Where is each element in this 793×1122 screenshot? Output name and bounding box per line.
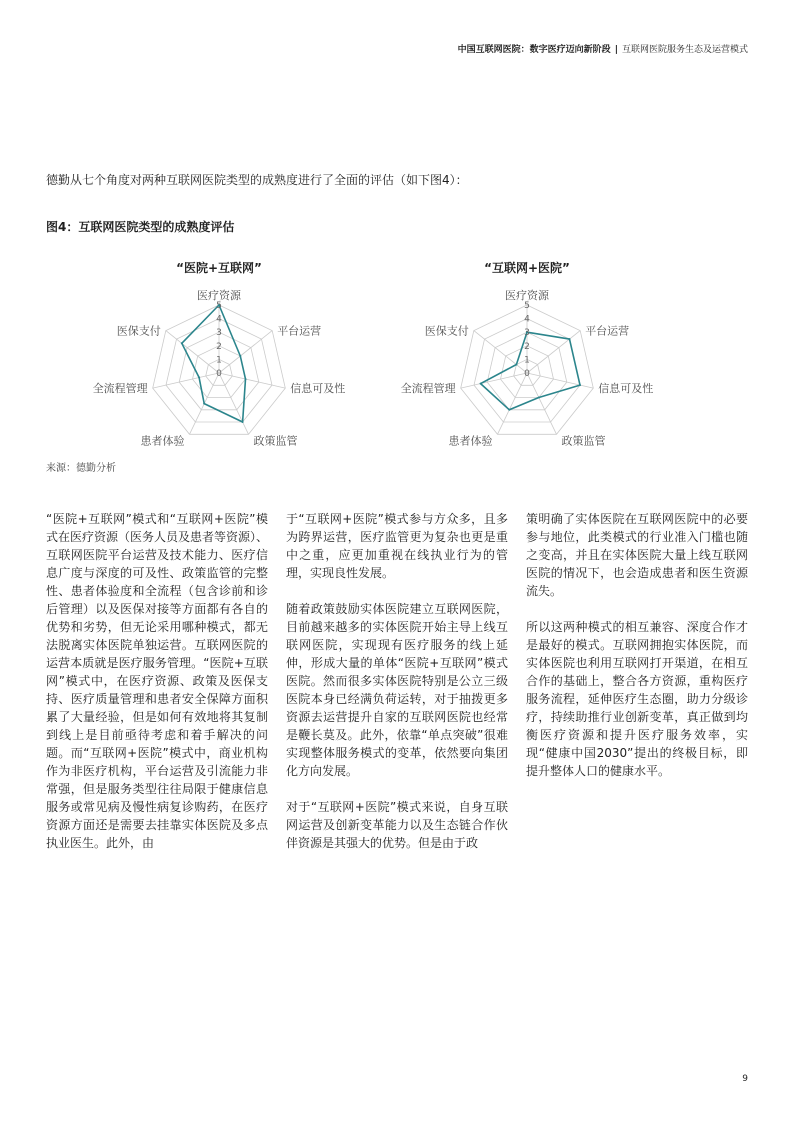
tick-label: 1 xyxy=(524,355,530,366)
axis-label: 医疗资源 xyxy=(505,289,549,302)
axis-label: 信息可及性 xyxy=(598,382,654,396)
tick-label: 2 xyxy=(216,341,222,352)
tick-label: 0 xyxy=(216,369,222,379)
axis-label: 全流程管理 xyxy=(400,382,456,396)
data-point xyxy=(198,377,200,379)
data-point xyxy=(538,397,540,399)
page-number: 9 xyxy=(742,1074,748,1084)
body-paragraph: 策明确了实体医院在互联网医院中的必要参与地位，此类模式的行业准入门槛也随之变高，并且在实体医院大量上线互联网医院的情况下，也会造成患者和医生资源流失。 xyxy=(526,512,748,598)
data-point xyxy=(245,378,247,380)
tick-label: 5 xyxy=(216,301,222,311)
radar-chart-hospital-plus-internet xyxy=(69,256,369,456)
tick-label: 2 xyxy=(524,341,530,352)
tick-label: 3 xyxy=(524,328,530,339)
series-line xyxy=(481,332,580,410)
tick-label: 4 xyxy=(524,314,530,325)
body-column-3 xyxy=(526,510,748,852)
chart-title: “医院+互联网” xyxy=(176,261,262,275)
axis-label: 医疗资源 xyxy=(197,289,241,302)
figure-caption: 图4：互联网医院类型的成熟度评估 xyxy=(46,220,235,234)
data-point xyxy=(569,338,571,340)
body-column-2 xyxy=(286,510,508,852)
page-header xyxy=(458,44,748,56)
body-paragraph: 于“互联网+医院”模式参与方众多，且多为跨界运营，医疗监管更为复杂也更是重中之重，应更加重视在线执业行为的管理，实现良性发展。 xyxy=(286,512,508,580)
axis-label: 患者体验 xyxy=(140,434,185,448)
axis-label: 全流程管理 xyxy=(92,382,148,396)
section-title: 互联网医院服务生态及运营模式 xyxy=(621,45,748,55)
axis-label: 医保支付 xyxy=(116,324,161,338)
tick-label: 4 xyxy=(216,314,222,325)
axis-label: 政策监管 xyxy=(561,434,606,448)
data-point xyxy=(508,409,510,411)
source-note: 来源：德勤分析 xyxy=(46,463,116,474)
axis-spoke xyxy=(527,373,557,434)
tick-label: 0 xyxy=(524,369,530,379)
axis-label: 信息可及性 xyxy=(290,382,346,396)
radar-chart-internet-plus-hospital xyxy=(377,256,677,456)
axis-label: 医保支付 xyxy=(424,324,469,338)
body-paragraph: 对于“互联网+医院”模式来说，自身互联网运营及创新变革能力以及生态链合作伙伴资源是其强大的优势。但是由于政 xyxy=(286,800,508,850)
body-paragraph: “医院+互联网”模式和“互联网+医院”模式在医疗资源（医务人员及患者等资源）、互联网医院平台运营及技术能力、医疗信息广度与深度的可及性、政策监管的完整性、患者体验度和全流程（包含诊前和诊后管理）以及医保对接等方面都有各自的优势和劣势，但无论采用哪种模式，都无法脱离实体医院单独运营。互联网医院的运营本质就是医疗服务管理。“医院+互联网”模式中，在医疗资源、政策及医保支持、医疗质量管理和患者安全保障方面积累了大量经验，但是如何有效地将其复制到线上是目前亟待考虑和着手解决的问题。而“互联网+医院”模式中，商业机构作为非医疗机构，平台运营及引流能力非常强，但是服务类型往往局限于健康信息服务或常见病及慢性病复诊购药，在医疗资源方面还是需要去挂靠实体医院及多点执业医生。此外，由 xyxy=(46,512,269,850)
tick-label: 1 xyxy=(216,355,222,366)
body-column-1 xyxy=(46,510,268,852)
axis-label: 患者体验 xyxy=(448,434,493,448)
data-point xyxy=(480,383,482,385)
body-columns xyxy=(46,510,748,852)
axis-label: 平台运营 xyxy=(585,324,630,338)
data-point xyxy=(579,384,581,386)
tick-label: 5 xyxy=(524,301,530,311)
body-paragraph: 随着政策鼓励实体医院建立互联网医院，目前越来越多的实体医院开始主导上线互联网医院，实现现有医疗服务的线上延伸，形成大量的单体“医院+互联网”模式医院。然而很多实体医院特别是公立三级医院本身已经满负荷运转，对于抽拨更多资源去运营提升自家的互联网医院也经常是鞭长莫及。此外，依靠“单点突破”很难实现整体服务模式的变革，依然要向集团化方向发展。 xyxy=(286,602,508,778)
report-title: 中国互联网医院：数字医疗迈向新阶段 xyxy=(457,45,611,55)
intro-text: 德勤从七个角度对两种互联网医院类型的成熟度进行了全面的评估（如下图4）： xyxy=(46,173,468,187)
tick-label: 3 xyxy=(216,328,222,339)
data-point xyxy=(515,364,517,366)
body-paragraph: 所以这两种模式的相互兼容、深度合作才是最好的模式。互联网拥抱实体医院，而实体医院也利用互联网打开渠道，在相互合作的基础上，整合各方资源，重构医疗服务流程，延伸医疗生态圈，助力分级诊疗，持续助推行业创新变革，真正做到均衡医疗资源和提升医疗服务效率，实现“健康中国2030”提出的终极目标，即提升整体人口的健康水平。 xyxy=(526,620,748,778)
chart-title: “互联网+医院” xyxy=(484,261,570,275)
data-point xyxy=(181,342,183,344)
axis-label: 平台运营 xyxy=(277,324,322,338)
data-point xyxy=(203,403,205,405)
data-point xyxy=(242,421,244,423)
series-line xyxy=(182,305,246,422)
header-separator: | xyxy=(614,45,618,55)
axis-label: 政策监管 xyxy=(253,434,298,448)
data-point xyxy=(239,355,241,357)
